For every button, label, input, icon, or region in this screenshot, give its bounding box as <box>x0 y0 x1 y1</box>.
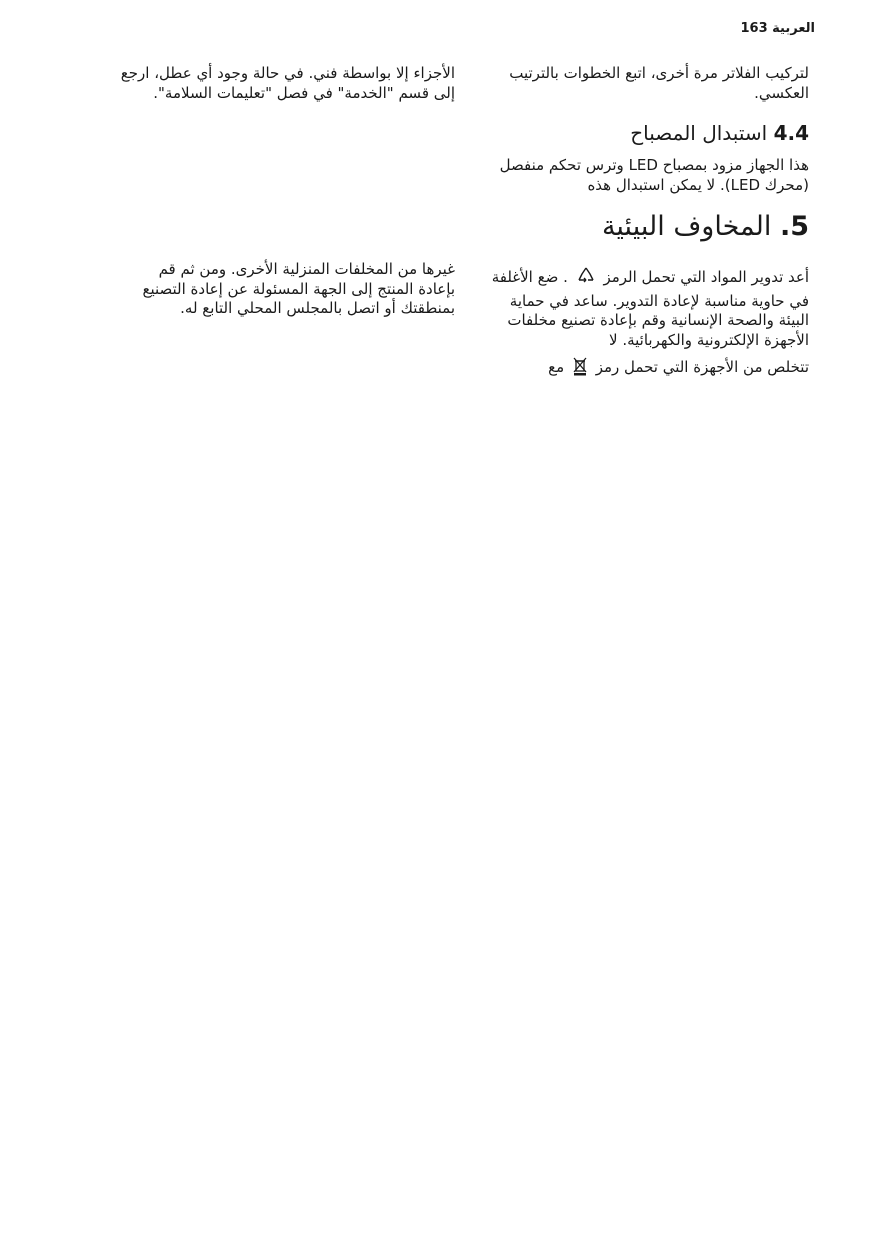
section-title: استبدال المصباح <box>630 121 768 145</box>
paragraph-led-lamp: هذا الجهاز مزود بمصباح LED وترس تحكم منفصل (محرك LED). لا يمكن استبدال هذه <box>499 156 809 194</box>
recycle-text-b: . ضع الأغلفة في حاوية مناسبة لإعادة التدوير. ساعد في حماية البيئة والصحة الإنسانية وقم بإعادة تصنيع مخلفات الأجهزة الإلكترونية والكهربائية. لا <box>491 268 809 349</box>
header-language: العربية <box>772 21 815 36</box>
section-5-body <box>479 266 809 382</box>
left-column-bottom <box>120 260 455 319</box>
section-number: 4.4 <box>773 121 809 145</box>
paragraph-refit-filters: لتركيب الفلاتر مرة أخرى، اتبع الخطوات بالترتيب العكسي. <box>509 64 809 102</box>
crossed-bin-icon <box>572 356 588 382</box>
right-column <box>479 64 809 103</box>
recycle-icon <box>576 266 596 292</box>
paragraph-recycle <box>479 266 809 350</box>
left-column-top <box>120 64 455 103</box>
paragraph-technician-only: الأجزاء إلا بواسطة فني. في حالة وجود أي عطل، ارجع إلى قسم "الخدمة" في فصل "تعليمات السلامة". <box>120 64 455 102</box>
paragraph-weee <box>479 356 809 382</box>
section-4-4-body <box>479 156 809 195</box>
weee-text-b: مع <box>548 358 565 376</box>
section-number: 5. <box>779 211 809 242</box>
section-4-4-heading <box>479 120 809 146</box>
paragraph-disposal: غيرها من المخلفات المنزلية الأخرى. ومن ثم قم بإعادة المنتج إلى الجهة المسئولة عن إعادة التصنيع بمنطقتك أو اتصل بالمجلس المحلي التابع له. <box>142 260 455 317</box>
page-header <box>734 21 815 36</box>
section-5-heading <box>479 210 809 244</box>
page-number: 163 <box>740 21 768 36</box>
recycle-text-a: أعد تدوير المواد التي تحمل الرمز <box>603 268 809 286</box>
section-title: المخاوف البيئية <box>601 211 772 242</box>
weee-text-a: تتخلص من الأجهزة التي تحمل رمز <box>595 358 809 376</box>
